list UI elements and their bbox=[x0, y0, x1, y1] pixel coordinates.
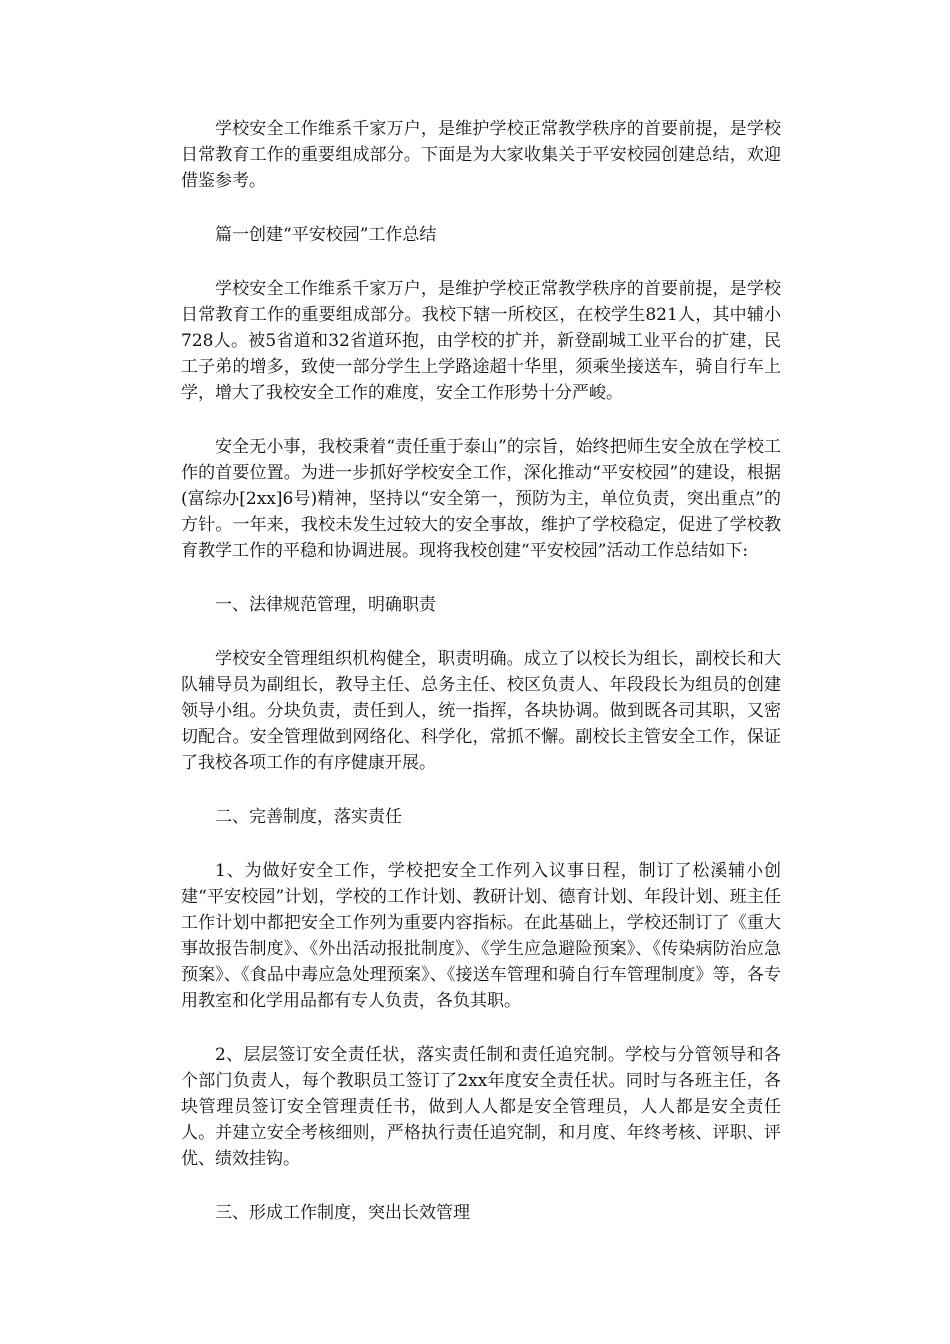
paragraph-3: 学校安全管理组织机构健全，职责明确。成立了以校长为组长，副校长和大队辅导员为副组长，教导主任、总务主任、校区负责人、年段段长为组员的创建领导小组。分块负责，责任到人，统一指挥，各块协调。做到既各司其职，又密切配合。安全管理做到网络化、科学化，常抓不懈。副校长主管安全工作，保证了我校各项工作的有序健康开展。 bbox=[181, 649, 781, 773]
section-heading-3: 三、形成工作制度，突出长效管理 bbox=[215, 1203, 470, 1223]
section-heading-1: 一、法律规范管理，明确职责 bbox=[215, 595, 436, 615]
paragraph-5: 2、层层签订安全责任状，落实责任制和责任追究制。学校与分管领导和各个部门负责人，每个教职员工签订了2xx年度安全责任状。同时与各班主任，各块管理员签订安全管理责任书，做到人人都是安全管理员，人人都是安全责任人。并建立安全考核细则，严格执行责任追究制，和月度、年终考核、评职、评优、绩效挂钩。 bbox=[181, 1045, 781, 1169]
intro-paragraph: 学校安全工作维系千家万户，是维护学校正常教学秩序的首要前提，是学校日常教育工作的重要组成部分。下面是为大家收集关于平安校园创建总结，欢迎借鉴参考。 bbox=[181, 119, 781, 191]
section-heading-2: 二、完善制度，落实责任 bbox=[215, 807, 402, 827]
paragraph-4: 1、为做好安全工作，学校把安全工作列入议事日程，制订了松溪辅小创建“平安校园”计划，学校的工作计划、教研计划、德育计划、年段计划、班主任工作计划中都把安全工作列为重要内容指标。在此基础上，学校还制订了《重大事故报告制度》、《外出活动报批制度》、《学生应急避险预案》、《传染病防治应急预案》、《食品中毒应急处理预案》、《接送车管理和骑自行车管理制度》等，各专用教室和化学用品都有专人负责，各负其职。 bbox=[181, 861, 781, 1011]
paragraph-2: 安全无小事，我校秉着“责任重于泰山”的宗旨，始终把师生安全放在学校工作的首要位置。为进一步抓好学校安全工作，深化推动“平安校园”的建设，根据(富综办[2xx]6号)精神，坚持以“安全第一，预防为主，单位负责，突出重点”的方针。一年来，我校未发生过较大的安全事故，维护了学校稳定，促进了学校教育教学工作的平稳和协调进展。现将我校创建“平安校园”活动工作总结如下: bbox=[181, 437, 781, 561]
document-page bbox=[181, 116, 781, 1226]
document-title: 篇一创建“平安校园”工作总结 bbox=[215, 225, 437, 245]
paragraph-1: 学校安全工作维系千家万户，是维护学校正常教学秩序的首要前提，是学校日常教育工作的重要组成部分。我校下辖一所校区，在校学生821人，其中辅小728人。被5省道和32省道环抱，由学校的扩并，新登副城工业平台的扩建，民工子弟的增多，致使一部分学生上学路途超十华里，须乘坐接送车，骑自行车上学，增大了我校安全工作的难度，安全工作形势十分严峻。 bbox=[181, 279, 781, 403]
